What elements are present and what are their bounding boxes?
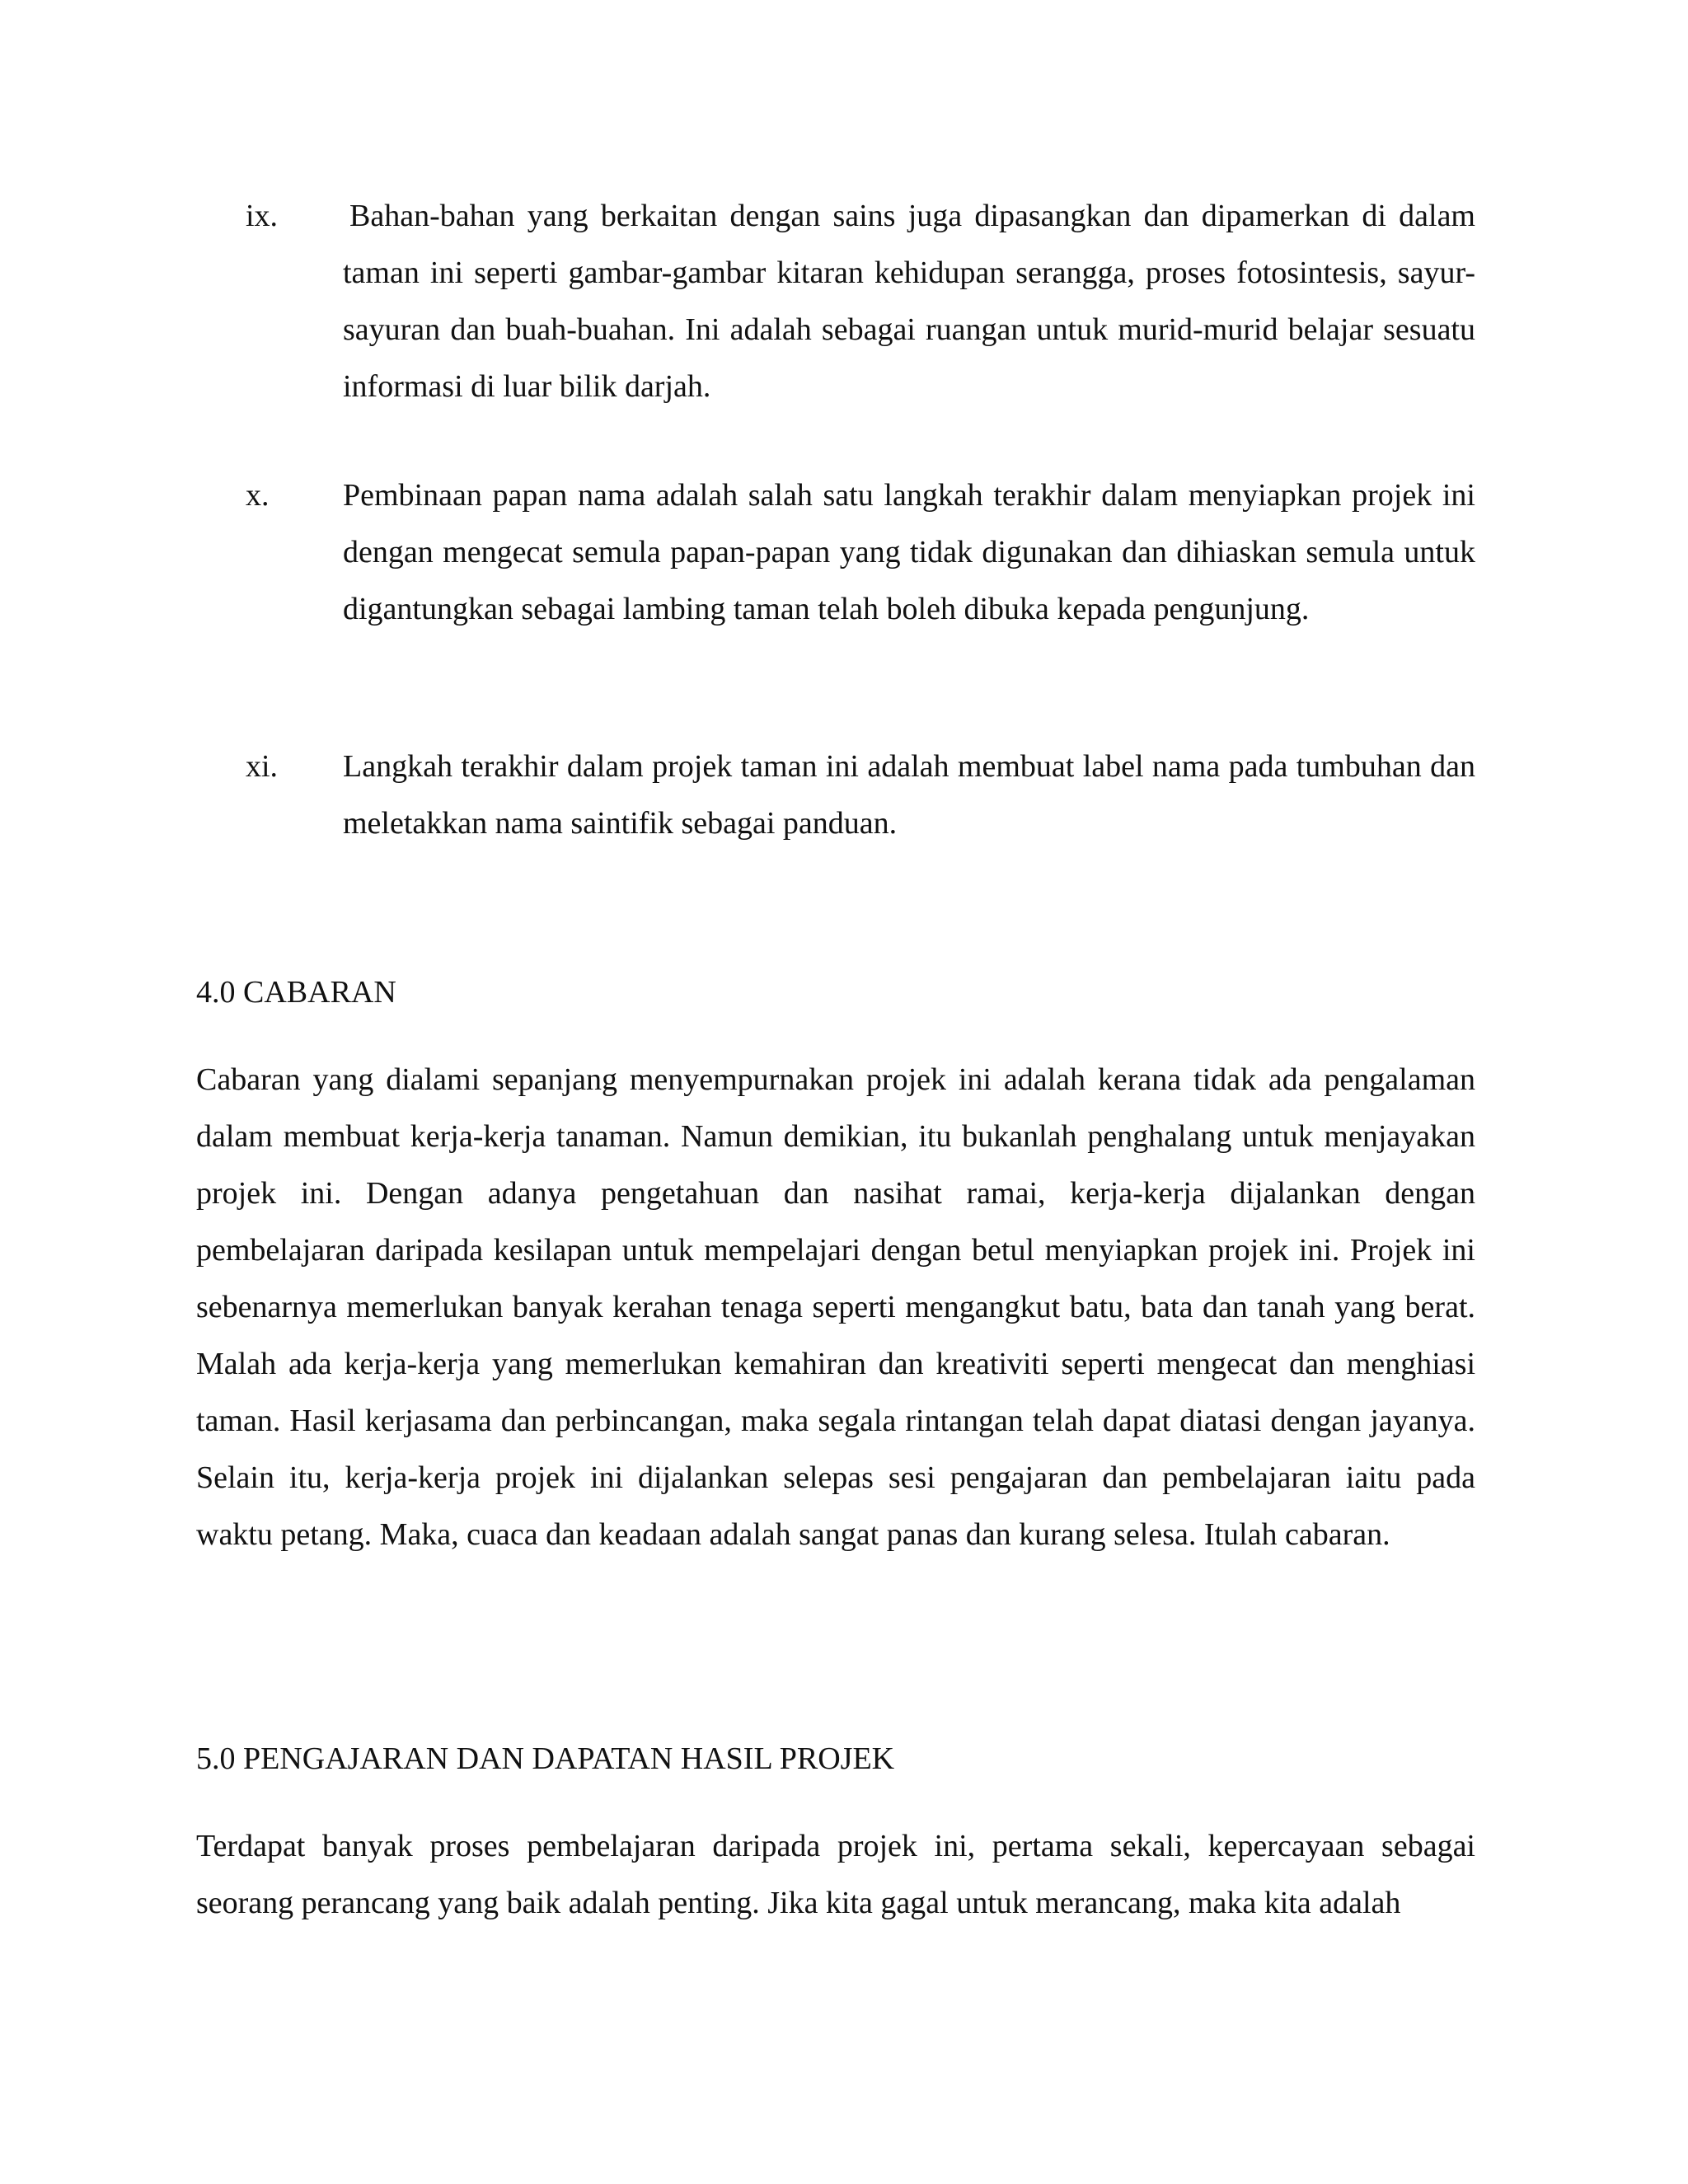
list-item-number: ix. [246, 199, 279, 233]
list-item-number: xi. [246, 749, 279, 784]
section-heading-lessons: 5.0 PENGAJARAN DAN DAPATAN HASIL PROJEK [196, 1741, 895, 1776]
section-heading-challenges: 4.0 CABARAN [196, 975, 396, 1010]
section-paragraph-lessons: Terdapat banyak proses pembelajaran daripada projek ini, pertama sekali, kepercayaan sebagai seorang perancang yang baik adalah penting. Jika kita gagal untuk merancang, maka kita adalah [196, 1829, 1475, 1920]
list-item-text: Langkah terakhir dalam projek taman ini adalah membuat label nama pada tumbuhan dan meletakkan nama saintifik sebagai panduan. [343, 749, 1475, 841]
list-item-text: Pembinaan papan nama adalah salah satu langkah terakhir dalam menyiapkan projek ini dengan mengecat semula papan-papan yang tidak digunakan dan dihiaskan semula untuk digantungkan sebagai lambing taman telah boleh dibuka kepada pengunjung. [343, 478, 1475, 626]
list-item-number: x. [246, 478, 270, 513]
list-item-text: Bahan-bahan yang berkaitan dengan sains juga dipasangkan dan dipamerkan di dalam taman ini seperti gambar-gambar kitaran kehidupan serangga, proses fotosintesis, sayur-sayuran dan buah-buahan. Ini adalah sebagai ruangan untuk murid-murid belajar sesuatu informasi di luar bilik darjah. [343, 199, 1475, 404]
section-paragraph-challenges: Cabaran yang dialami sepanjang menyempurnakan projek ini adalah kerana tidak ada pengalaman dalam membuat kerja-kerja tanaman. Namun demikian, itu bukanlah penghalang untuk menjayakan projek ini. Dengan adanya pengetahuan dan nasihat ramai, kerja-kerja dijalankan dengan pembelajaran daripada kesilapan untuk mempelajari dengan betul menyiapkan projek ini. Projek ini sebenarnya memerlukan banyak kerahan tenaga seperti mengangkut batu, bata dan tanah yang berat. Malah ada kerja-kerja yang memerlukan kemahiran dan kreativiti seperti mengecat dan menghiasi taman. Hasil kerjasama dan perbincangan, maka segala rintangan telah dapat diatasi dengan jayanya. Selain itu, kerja-kerja projek ini dijalankan selepas sesi pengajaran dan pembelajaran iaitu pada waktu petang. Maka, cuaca dan keadaan adalah sangat panas dan kurang selesa. Itulah cabaran. [196, 1062, 1475, 1552]
